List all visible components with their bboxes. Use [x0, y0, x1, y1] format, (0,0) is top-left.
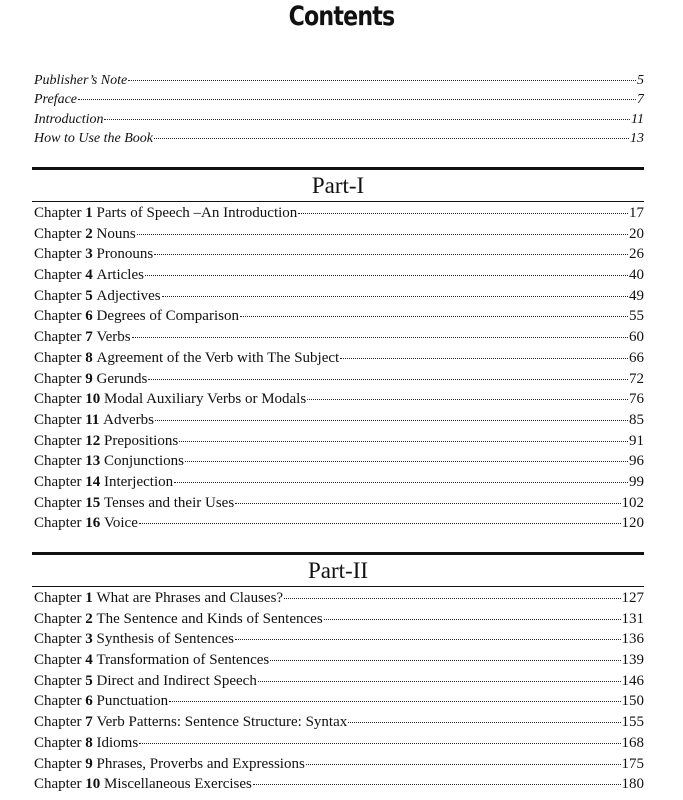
chapter-page: 55 — [629, 308, 644, 325]
dot-leader — [179, 441, 628, 442]
chapter-prefix: Chapter — [34, 693, 82, 710]
chapter-entry[interactable] — [34, 474, 644, 495]
dot-leader — [324, 619, 621, 620]
toc-entry-page: 7 — [637, 92, 644, 108]
chapter-page: 175 — [621, 755, 644, 772]
chapter-title: Punctuation — [96, 693, 169, 710]
dot-leader — [154, 254, 628, 255]
chapter-number: 6 — [85, 308, 93, 325]
dot-leader — [162, 296, 628, 297]
toc-entry-label: How to Use the Book — [34, 130, 153, 146]
chapter-page: 146 — [621, 672, 644, 689]
chapter-prefix: Chapter — [34, 205, 82, 221]
chapter-number: 8 — [85, 734, 93, 751]
dot-leader — [132, 337, 628, 338]
chapter-entry[interactable] — [34, 329, 644, 350]
chapter-title: Direct and Indirect Speech — [96, 672, 257, 689]
part-divider — [32, 586, 644, 587]
dot-leader — [258, 681, 621, 682]
chapter-page: 99 — [629, 473, 644, 490]
chapter-prefix: Chapter — [34, 370, 82, 387]
chapter-title: Degrees of Comparison — [96, 308, 239, 325]
chapter-number: 3 — [85, 246, 93, 263]
chapter-page: 17 — [629, 205, 644, 221]
chapter-number: 8 — [85, 349, 93, 366]
chapter-number: 2 — [85, 225, 93, 242]
chapter-entry[interactable] — [34, 495, 644, 516]
chapter-prefix: Chapter — [34, 714, 82, 731]
chapter-title: Verbs — [96, 329, 131, 346]
chapter-title: Articles — [96, 267, 144, 284]
dot-leader — [104, 119, 630, 120]
chapter-page: 72 — [629, 370, 644, 387]
dot-leader — [253, 784, 621, 785]
chapter-number: 16 — [85, 515, 101, 532]
part-title: Part-I — [311, 173, 365, 198]
dot-leader — [340, 358, 628, 359]
chapter-page: 136 — [621, 631, 644, 648]
toc-entry[interactable] — [34, 131, 644, 150]
chapter-title: Voice — [103, 515, 138, 532]
part-divider — [32, 552, 644, 555]
chapter-entry[interactable] — [34, 714, 644, 735]
chapter-prefix: Chapter — [34, 610, 82, 627]
chapter-entry[interactable] — [34, 735, 644, 756]
dot-leader — [174, 482, 628, 483]
chapter-title: Conjunctions — [103, 453, 184, 470]
toc-entry-page: 11 — [631, 111, 644, 127]
chapter-prefix: Chapter — [34, 267, 82, 284]
chapter-title: Parts of Speech –An Introduction — [96, 205, 298, 221]
dot-leader — [139, 523, 621, 524]
chapter-entry[interactable] — [34, 652, 644, 673]
chapter-page: 66 — [629, 349, 644, 366]
chapter-prefix: Chapter — [34, 515, 82, 532]
part-one-section — [32, 167, 644, 536]
chapter-entry[interactable] — [34, 391, 644, 412]
chapter-entry[interactable] — [34, 350, 644, 371]
dot-leader — [145, 275, 628, 276]
dot-leader — [137, 234, 628, 235]
chapter-number: 4 — [85, 652, 93, 669]
chapter-number: 14 — [85, 473, 101, 490]
chapter-page: 139 — [621, 652, 644, 669]
chapter-number: 13 — [85, 453, 101, 470]
chapter-number: 1 — [85, 590, 93, 606]
chapter-number: 10 — [85, 776, 101, 793]
dot-leader — [307, 399, 628, 400]
chapter-page: 180 — [621, 776, 644, 793]
chapter-list — [34, 205, 644, 536]
dot-leader — [154, 138, 629, 139]
chapter-title: Gerunds — [96, 370, 148, 387]
dot-leader — [298, 213, 628, 214]
chapter-page: 76 — [629, 391, 644, 408]
chapter-number: 15 — [85, 494, 101, 511]
dot-leader — [78, 99, 636, 100]
dot-leader — [348, 722, 620, 723]
chapter-page: 168 — [621, 734, 644, 751]
chapter-prefix: Chapter — [34, 411, 82, 428]
chapter-prefix: Chapter — [34, 494, 82, 511]
chapter-number: 5 — [85, 672, 93, 689]
toc-entry-label: Preface — [34, 92, 78, 108]
chapter-prefix: Chapter — [34, 453, 82, 470]
toc-entry-page: 5 — [637, 73, 644, 88]
toc-entry[interactable] — [34, 73, 644, 92]
chapter-page: 91 — [629, 432, 644, 449]
chapter-number: 12 — [85, 432, 101, 449]
dot-leader — [284, 598, 620, 599]
toc-entry[interactable] — [34, 112, 644, 131]
chapter-entry[interactable] — [34, 453, 644, 474]
dot-leader — [169, 701, 620, 702]
chapter-entry[interactable] — [34, 267, 644, 288]
chapter-number: 9 — [85, 370, 93, 387]
chapter-number: 5 — [85, 287, 93, 304]
chapter-title: Nouns — [96, 225, 136, 242]
chapter-prefix: Chapter — [34, 776, 82, 793]
toc-entry-label: Introduction — [34, 111, 104, 127]
chapter-number: 3 — [85, 631, 93, 648]
chapter-page: 120 — [621, 515, 644, 532]
chapter-number: 10 — [85, 391, 101, 408]
chapter-entry[interactable] — [34, 412, 644, 433]
chapter-number: 6 — [85, 693, 93, 710]
dot-leader — [235, 503, 620, 504]
chapter-page: 150 — [621, 693, 644, 710]
part-divider — [32, 167, 644, 170]
page-title: Contents — [288, 1, 395, 32]
dot-leader — [235, 639, 621, 640]
dot-leader — [306, 764, 621, 765]
chapter-entry[interactable] — [34, 673, 644, 694]
chapter-title: Verb Patterns: Sentence Structure: Syntax — [96, 714, 348, 731]
chapter-title: Tenses and their Uses — [103, 494, 235, 511]
chapter-prefix: Chapter — [34, 590, 82, 606]
chapter-title: The Sentence and Kinds of Sentences — [96, 610, 323, 627]
chapter-prefix: Chapter — [34, 432, 82, 449]
chapter-entry[interactable] — [34, 776, 644, 797]
chapter-entry[interactable] — [34, 288, 644, 309]
dot-leader — [240, 316, 628, 317]
chapter-prefix: Chapter — [34, 391, 82, 408]
chapter-prefix: Chapter — [34, 734, 82, 751]
chapter-entry[interactable] — [34, 371, 644, 392]
chapter-page: 155 — [621, 714, 644, 731]
chapter-title: Transformation of Sentences — [96, 652, 270, 669]
chapter-entry[interactable] — [34, 226, 644, 247]
chapter-title: Agreement of the Verb with The Subject — [96, 349, 340, 366]
chapter-number: 9 — [85, 755, 93, 772]
chapter-prefix: Chapter — [34, 652, 82, 669]
chapter-entry[interactable] — [34, 590, 644, 611]
dot-leader — [270, 660, 620, 661]
chapter-title: Idioms — [96, 734, 139, 751]
chapter-prefix: Chapter — [34, 349, 82, 366]
chapter-page: 85 — [629, 411, 644, 428]
toc-entry[interactable] — [34, 92, 644, 111]
chapter-entry[interactable] — [34, 205, 644, 226]
chapter-prefix: Chapter — [34, 755, 82, 772]
chapter-prefix: Chapter — [34, 631, 82, 648]
chapter-title: Phrases, Proverbs and Expressions — [96, 755, 305, 772]
part-two-section — [32, 552, 644, 797]
chapter-entry[interactable] — [34, 756, 644, 777]
chapter-list — [34, 590, 644, 797]
chapter-title: Synthesis of Sentences — [96, 631, 234, 648]
chapter-entry[interactable] — [34, 693, 644, 714]
chapter-prefix: Chapter — [34, 473, 82, 490]
chapter-title: Adjectives — [96, 287, 161, 304]
chapter-prefix: Chapter — [34, 672, 82, 689]
chapter-prefix: Chapter — [34, 329, 82, 346]
chapter-page: 20 — [629, 225, 644, 242]
chapter-number: 4 — [85, 267, 93, 284]
chapter-number: 7 — [85, 329, 93, 346]
chapter-page: 26 — [629, 246, 644, 263]
chapter-page: 40 — [629, 267, 644, 284]
part-title: Part-II — [307, 558, 369, 583]
chapter-title: Interjection — [103, 473, 174, 490]
chapter-number: 7 — [85, 714, 93, 731]
chapter-page: 131 — [621, 610, 644, 627]
chapter-prefix: Chapter — [34, 225, 82, 242]
chapter-title: What are Phrases and Clauses? — [96, 590, 284, 606]
chapter-title: Miscellaneous Exercises — [103, 776, 252, 793]
chapter-entry[interactable] — [34, 611, 644, 632]
dot-leader — [139, 743, 620, 744]
chapter-number: 2 — [85, 610, 93, 627]
chapter-entry[interactable] — [34, 515, 644, 536]
chapter-entry[interactable] — [34, 631, 644, 652]
chapter-page: 49 — [629, 287, 644, 304]
dot-leader — [155, 420, 628, 421]
chapter-number: 1 — [85, 205, 93, 221]
chapter-prefix: Chapter — [34, 287, 82, 304]
chapter-page: 60 — [629, 329, 644, 346]
part-divider — [32, 201, 644, 202]
chapter-prefix: Chapter — [34, 308, 82, 325]
chapter-prefix: Chapter — [34, 246, 82, 263]
chapter-page: 96 — [629, 453, 644, 470]
dot-leader — [128, 80, 636, 81]
chapter-number: 11 — [85, 411, 100, 428]
front-matter-list — [34, 73, 644, 150]
dot-leader — [185, 461, 628, 462]
chapter-page: 102 — [621, 494, 644, 511]
chapter-title: Adverbs — [103, 411, 154, 428]
chapter-page: 127 — [621, 590, 644, 606]
toc-entry-label: Publisher’s Note — [34, 73, 128, 88]
chapter-title: Prepositions — [103, 432, 179, 449]
chapter-entry[interactable] — [34, 308, 644, 329]
chapter-entry[interactable] — [34, 433, 644, 454]
chapter-title: Pronouns — [96, 246, 154, 263]
chapter-entry[interactable] — [34, 246, 644, 267]
chapter-title: Modal Auxiliary Verbs or Modals — [103, 391, 307, 408]
toc-entry-page: 13 — [630, 130, 644, 146]
dot-leader — [148, 379, 628, 380]
